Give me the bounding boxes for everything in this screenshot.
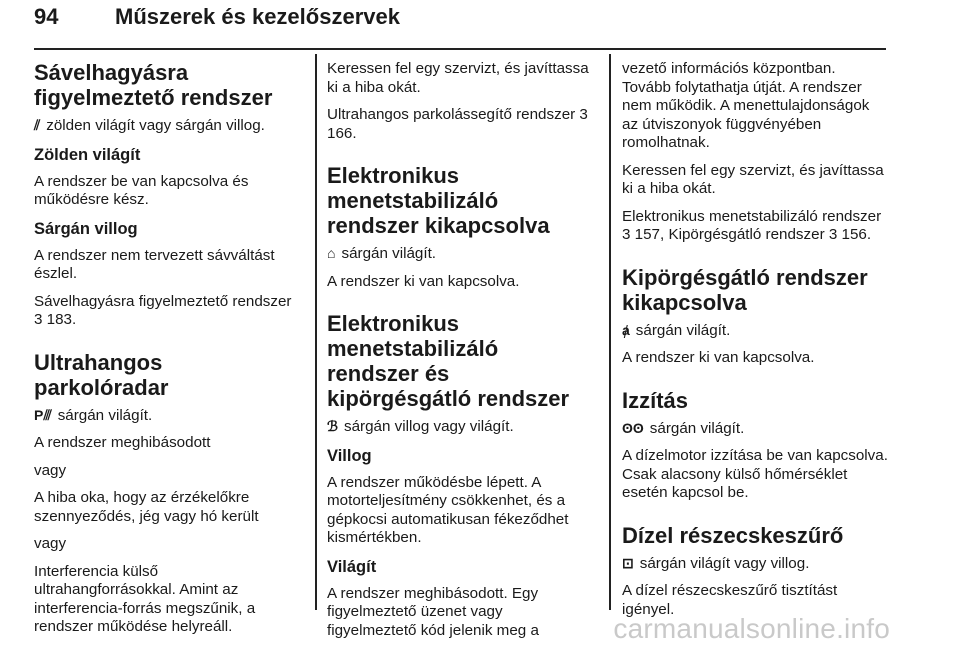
tc-off-intro-text: sárgán világít. [635,321,731,339]
dpf-intro-text: sárgán világít vagy villog. [639,554,810,572]
service-text-1: Keressen fel egy szervizt, és javíttassa ki a hiba okát. [327,60,589,96]
tc-off-text: A rendszer ki van kapcsolva. [622,349,815,366]
green-heading: Zölden világít [34,145,141,164]
lane-departure-reference: Sávelhagyásra figyelmeztető rendszer 3 183. [34,292,292,328]
column-2 [327,60,589,649]
parking-assist-reference: Ultrahangos parkolássegítő rendszer 3 166. [327,106,588,142]
page-number: 94 [34,4,59,29]
esc-tc-icon: ℬ [327,418,339,434]
esc-off-title: Elektronikus menetstabilizáló rendszer kikapcsolva [327,163,550,238]
parking-radar-intro [34,406,296,426]
dpf-title: Dízel részecskeszűrő [622,522,844,548]
green-text: A rendszer be van kapcsolva és működésre kész. [34,172,249,208]
esc-off-icon: ⌂ [327,245,336,261]
esc-off-text: A rendszer ki van kapcsolva. [327,272,520,290]
parking-sensor-icon: P⫻ [34,406,52,423]
tc-off-title: Kipörgésgátló rendszer kikapcsolva [622,264,868,315]
yellow-text: A rendszer nem tervezett sávváltást észlel. [34,246,275,282]
lit-text: A rendszer meghibásodott. Egy figyelmeztető üzenet vagy figyelmeztető kód jelenik meg a [327,584,539,639]
dpf-text: A dízel részecskeszűrő tisztítást igényel. [622,582,838,618]
tc-off-intro [622,321,888,341]
flash-text: A rendszer működésbe lépett. A motorteljesítmény csökkenhet, és a gépkocsi automatikusan fékeződhet kismértékben. [327,473,569,546]
header-rule [34,48,886,50]
continue-text: vezető információs központban. Tovább folytathatja útját. A rendszer nem működik. A menettulajdonságok az útviszonyok függvényében romolhatnak. [622,60,870,151]
glow-intro [622,419,888,439]
glow-title: Izzítás [622,387,689,413]
yellow-heading: Sárgán villog [34,219,138,238]
esc-off-intro-text: sárgán világít. [341,245,437,262]
tc-off-icon: ⱥ [622,321,630,338]
lane-departure-intro [34,116,296,136]
running-title: Műszerek és kezelőszervek [115,4,400,29]
glow-text: A dízelmotor izzítása be van kapcsolva. Csak alacsony külső hőmérséklet esetén kapcsol be. [622,447,888,501]
esc-tc-intro-text: sárgán villog vagy világít. [344,418,514,435]
or-text-1: vagy [34,461,67,479]
lane-departure-icon: ⫽ [34,117,41,133]
parking-interference-text: Interferencia külső ultrahangforrásokkal. Amint az interferencia-forrás megszűnik, a rendszer működése helyreáll. [34,562,256,635]
lane-departure-title: Sávelhagyásra figyelmeztető rendszer [34,60,273,110]
esc-tc-intro [327,417,589,437]
parking-dirt-text: A hiba oka, hogy az érzékelőkre szennyeződés, jég vagy hó került [34,489,259,525]
flash-heading: Villog [327,446,372,465]
or-text-2: vagy [34,535,67,552]
particle-filter-icon: ⊡ [622,554,634,571]
esc-off-intro [327,244,589,264]
service-text-2: Keressen fel egy szervizt, és javíttassa ki a hiba okát. [622,161,884,197]
esc-reference: Elektronikus menetstabilizáló rendszer 3 157, Kipörgésgátló rendszer 3 156. [622,207,882,243]
lane-departure-intro-text: zölden világít vagy sárgán villog. [46,117,265,134]
column-1 [34,60,296,646]
glow-plug-icon: ʘʘ [622,419,644,436]
dpf-intro [622,554,888,574]
parking-radar-title: Ultrahangos parkolóradar [34,349,169,400]
column-separator-1 [315,54,317,610]
watermark: carmanualsonline.info [613,613,890,644]
glow-intro-text: sárgán világít. [649,419,745,437]
parking-radar-intro-text: sárgán világít. [57,406,153,424]
esc-tc-title: Elektronikus menetstabilizáló rendszer és kipörgésgátló rendszer [327,311,570,411]
lit-heading: Világít [327,557,377,576]
parking-fault-text: A rendszer meghibásodott [34,434,211,451]
column-separator-2 [609,54,611,610]
column-3 [622,60,888,628]
